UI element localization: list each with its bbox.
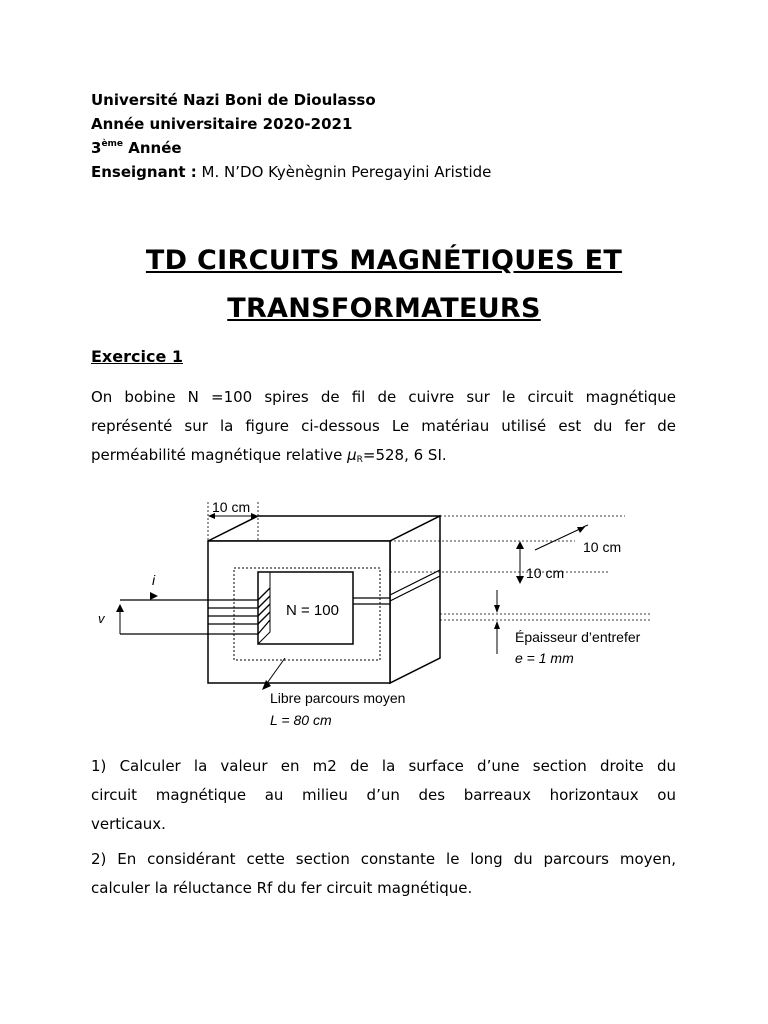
teacher-line xyxy=(91,160,491,184)
depth-label: 10 cm xyxy=(583,539,622,555)
exercise-heading: Exercice 1 xyxy=(91,347,183,366)
document-header xyxy=(91,88,491,184)
study-level: 3ème Année xyxy=(91,139,182,157)
teacher-label: Enseignant : xyxy=(91,163,197,181)
exercise-intro: On bobine N =100 spires de fil de cuivre sur le circuit magnétique représenté sur la figure ci-dessous Le matériau utilisé est du fer de perméabilité magnétique relative μR=528, 6 SI. xyxy=(91,388,676,465)
voltage-label: v xyxy=(98,611,105,626)
document-title-line-1: TD CIRCUITS MAGNÉTIQUES ET xyxy=(145,245,623,276)
question-2: 2) En considérant cette section constante le long du parcours moyen, calculer la réluctance Rf du fer circuit magnétique. xyxy=(91,850,676,897)
university-name: Université Nazi Boni de Dioulasso xyxy=(91,91,376,109)
height-label: 10 cm xyxy=(526,565,565,581)
question-1: 1) Calculer la valeur en m2 de la surface d’une section droite du circuit magnétique au milieu d’un des barreaux horizontaux ou verticaux. xyxy=(91,757,676,833)
magnetic-circuit-figure xyxy=(90,492,690,742)
teacher-name: M. N’DO Kyènègnin Peregayini Aristide xyxy=(196,163,492,181)
current-label: i xyxy=(152,572,156,588)
gap-value: e = 1 mm xyxy=(515,650,574,666)
academic-year: Année universitaire 2020-2021 xyxy=(91,115,353,133)
path-value: L = 80 cm xyxy=(270,712,332,728)
turns-label: N = 100 xyxy=(286,602,339,619)
width-label: 10 cm xyxy=(212,499,251,515)
gap-label: Épaisseur d’entrefer xyxy=(515,629,641,645)
path-label: Libre parcours moyen xyxy=(270,690,406,706)
document-title-line-2: TRANSFORMATEURS xyxy=(227,293,541,324)
